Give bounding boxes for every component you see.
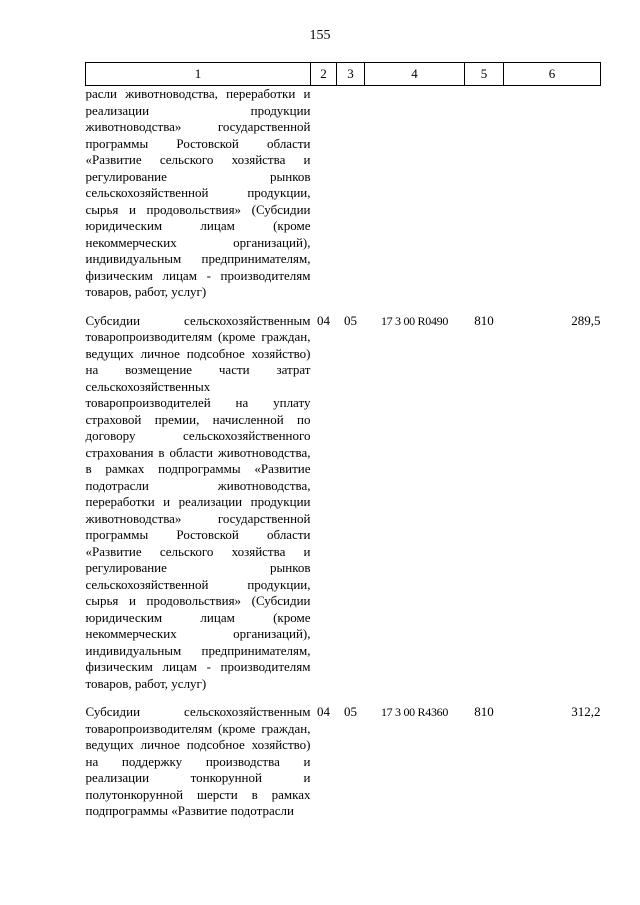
row-section-code: 04: [317, 704, 330, 719]
row-target-article-code: 17 3 00 R0490: [380, 313, 449, 328]
table-header-row: [86, 63, 601, 86]
row-section-code: 04: [317, 312, 330, 328]
column-header-3: 3: [337, 63, 365, 86]
row-spacer: [86, 301, 601, 313]
row-target-article-code: 17 3 00 R4360: [380, 705, 449, 719]
row-subsection-code: 05: [344, 704, 357, 719]
row-target-article-code: [365, 86, 465, 301]
row-description: Субсидии сельскохозяйственным товаропроизводителям (кроме граждан, ведущих личное подсобное хозяйство) на возмещение части затрат сельскохозяйственных товаропроизводителей на уплату страховой премии, начисленной по договору сельскохозяйственного страхования в области животноводства, в рамках подпрограммы «Развитие подотрасли животноводства, переработки и реализации продукции животноводства» государственной программы Ростовской области «Развитие сельского хозяйства и регулирование рынков сельскохозяйственной продукции, сырья и продовольствия» (Субсидии юридическим лицам (кроме некоммерческих организаций), индивидуальным предпринимателям, физическим лицам - производителям товаров, работ, услуг): [85, 312, 311, 691]
page-number: 155: [309, 28, 331, 43]
row-section-code: [311, 86, 337, 301]
row-amount: 289,5: [571, 312, 601, 328]
column-header-6: 6: [504, 63, 601, 86]
column-header-4: 4: [365, 63, 465, 86]
table-row: [86, 704, 601, 820]
row-description: расли животноводства, переработки и реализации продукции животноводства» государственной программы Ростовской области «Развитие сельского хозяйства и регулирование рынков сельскохозяйственной продукции, сырья и продовольствия» (Субсидии юридическим лицам (кроме некоммерческих организаций), индивидуальным предпринимателям, физическим лицам - производителям товаров, работ, услуг): [85, 86, 311, 299]
row-expense-type-code: 810: [474, 312, 494, 328]
row-amount: 312,2: [571, 704, 601, 719]
column-header-1: 1: [86, 63, 311, 86]
row-spacer: [86, 692, 601, 704]
row-expense-type-code: 810: [474, 704, 494, 719]
column-header-5: 5: [465, 63, 504, 86]
row-expense-type-code: [465, 86, 504, 301]
row-amount: [504, 86, 601, 301]
row-subsection-code: 05: [344, 312, 357, 328]
budget-table: [85, 62, 601, 820]
column-header-2: 2: [311, 63, 337, 86]
row-description: Субсидии сельскохозяйственным товаропроизводителям (кроме граждан, ведущих личное подсобное хозяйство) на поддержку производства и реализации тонкорунной и полутонкорунной шерсти в рамках подпрограммы «Развитие подотрасли: [85, 704, 311, 818]
table-row: [86, 313, 601, 693]
table-row: [86, 86, 601, 301]
row-subsection-code: [337, 86, 365, 301]
